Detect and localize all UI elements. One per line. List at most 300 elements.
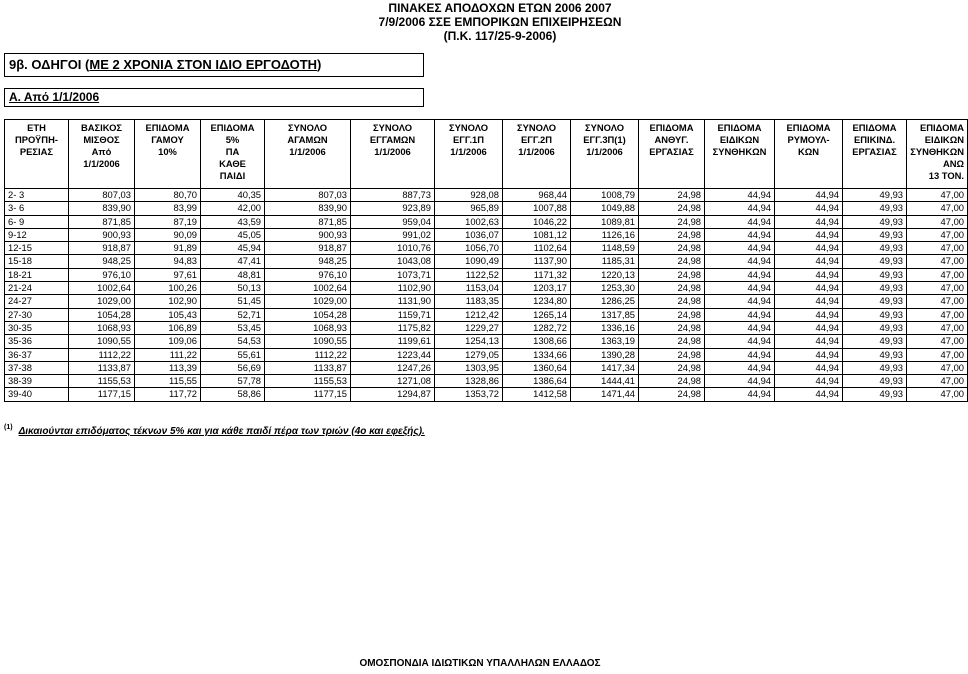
value-cell: 24,98	[639, 348, 705, 361]
column-header	[571, 120, 639, 189]
value-cell: 49,93	[843, 282, 907, 295]
column-header	[135, 120, 201, 189]
value-cell: 115,55	[135, 375, 201, 388]
value-cell: 1002,64	[265, 282, 351, 295]
value-cell: 1102,64	[503, 242, 571, 255]
table-row	[5, 295, 968, 308]
value-cell: 49,93	[843, 268, 907, 281]
column-header-line: ΚΑΘΕ	[219, 158, 246, 169]
value-cell: 44,94	[705, 348, 775, 361]
table-row	[5, 282, 968, 295]
value-cell: 47,00	[907, 321, 968, 334]
column-header-line: ΕΓΓ.2Π	[520, 134, 553, 145]
value-cell: 1223,44	[351, 348, 435, 361]
value-cell: 1010,76	[351, 242, 435, 255]
value-cell: 24,98	[639, 335, 705, 348]
value-cell: 1002,63	[435, 215, 503, 228]
table-row	[5, 308, 968, 321]
value-cell: 24,98	[639, 189, 705, 202]
value-cell: 1007,88	[503, 202, 571, 215]
value-cell: 47,00	[907, 189, 968, 202]
value-cell: 80,70	[135, 189, 201, 202]
value-cell: 1153,04	[435, 282, 503, 295]
value-cell: 24,98	[639, 361, 705, 374]
column-header-line: ΕΡΓΑΣΙΑΣ	[649, 146, 694, 157]
value-cell: 1159,71	[351, 308, 435, 321]
value-cell: 44,94	[775, 375, 843, 388]
column-header	[705, 120, 775, 189]
value-cell: 47,00	[907, 388, 968, 401]
value-cell: 1054,28	[265, 308, 351, 321]
value-cell: 44,94	[705, 388, 775, 401]
value-cell: 44,94	[775, 228, 843, 241]
value-cell: 1126,16	[571, 228, 639, 241]
value-cell: 44,94	[705, 321, 775, 334]
value-cell: 1353,72	[435, 388, 503, 401]
value-cell: 42,00	[201, 202, 265, 215]
value-cell: 44,94	[705, 335, 775, 348]
table-row	[5, 255, 968, 268]
column-header	[843, 120, 907, 189]
years-cell: 21-24	[5, 282, 69, 295]
table-header-row	[5, 120, 968, 189]
value-cell: 47,00	[907, 202, 968, 215]
value-cell: 113,39	[135, 361, 201, 374]
column-header-line: ΣΥΝΟΛΟ	[373, 122, 412, 133]
column-header-line: ΠΑΙΔΙ	[219, 170, 246, 181]
column-header	[265, 120, 351, 189]
value-cell: 1090,55	[265, 335, 351, 348]
value-cell: 1234,80	[503, 295, 571, 308]
value-cell: 44,94	[775, 295, 843, 308]
value-cell: 968,44	[503, 189, 571, 202]
value-cell: 44,94	[775, 321, 843, 334]
value-cell: 47,00	[907, 268, 968, 281]
value-cell: 47,00	[907, 255, 968, 268]
value-cell: 47,00	[907, 348, 968, 361]
value-cell: 1203,17	[503, 282, 571, 295]
column-header-line: ΑΓΑΜΩΝ	[287, 134, 328, 145]
value-cell: 1471,44	[571, 388, 639, 401]
section-prefix: 9β. ΟΔΗΓΟΙ (	[9, 57, 90, 72]
value-cell: 1133,87	[265, 361, 351, 374]
table-row	[5, 215, 968, 228]
column-header-line: Από	[91, 146, 112, 157]
value-cell: 87,19	[135, 215, 201, 228]
value-cell: 49,93	[843, 348, 907, 361]
table-row	[5, 228, 968, 241]
value-cell: 918,87	[69, 242, 135, 255]
section-title	[4, 53, 424, 77]
value-cell: 49,93	[843, 295, 907, 308]
value-cell: 49,93	[843, 335, 907, 348]
value-cell: 90,09	[135, 228, 201, 241]
column-header-line: ΑΝΘΥΓ.	[654, 134, 689, 145]
value-cell: 24,98	[639, 295, 705, 308]
value-cell: 49,93	[843, 189, 907, 202]
value-cell: 807,03	[265, 189, 351, 202]
value-cell: 49,93	[843, 361, 907, 374]
value-cell: 1265,14	[503, 308, 571, 321]
value-cell: 58,86	[201, 388, 265, 401]
value-cell: 1081,12	[503, 228, 571, 241]
table-row	[5, 361, 968, 374]
value-cell: 1317,85	[571, 308, 639, 321]
table-row	[5, 375, 968, 388]
value-cell: 44,94	[705, 375, 775, 388]
column-header-line: ΕΠΙΔΟΜΑ	[717, 122, 762, 133]
value-cell: 839,90	[69, 202, 135, 215]
table-row	[5, 348, 968, 361]
years-cell: 30-35	[5, 321, 69, 334]
value-cell: 1073,71	[351, 268, 435, 281]
value-cell: 102,90	[135, 295, 201, 308]
value-cell: 47,00	[907, 242, 968, 255]
column-header-line: ΜΙΣΘΟΣ	[83, 134, 120, 145]
column-header-line: ΣΥΝΟΛΟ	[288, 122, 327, 133]
column-header-line: 10%	[158, 146, 177, 157]
value-cell: 1253,30	[571, 282, 639, 295]
value-cell: 976,10	[265, 268, 351, 281]
column-header	[907, 120, 968, 189]
column-header-line: 1/1/2006	[289, 146, 326, 157]
value-cell: 900,93	[265, 228, 351, 241]
value-cell: 49,93	[843, 215, 907, 228]
years-cell: 38-39	[5, 375, 69, 388]
value-cell: 1043,08	[351, 255, 435, 268]
column-header-line: 1/1/2006	[450, 146, 487, 157]
value-cell: 1199,61	[351, 335, 435, 348]
section-suffix: )	[317, 57, 322, 72]
value-cell: 1175,82	[351, 321, 435, 334]
value-cell: 55,61	[201, 348, 265, 361]
table-row	[5, 189, 968, 202]
column-header	[639, 120, 705, 189]
value-cell: 44,94	[775, 268, 843, 281]
value-cell: 44,94	[705, 268, 775, 281]
column-header-line: ΣΥΝΘΗΚΩΝ	[910, 146, 964, 157]
value-cell: 1171,32	[503, 268, 571, 281]
value-cell: 48,81	[201, 268, 265, 281]
value-cell: 44,94	[775, 242, 843, 255]
value-cell: 40,35	[201, 189, 265, 202]
value-cell: 47,00	[907, 308, 968, 321]
years-cell: 36-37	[5, 348, 69, 361]
column-header-line: ΕΓΓ.1Π	[452, 134, 485, 145]
value-cell: 1177,15	[69, 388, 135, 401]
value-cell: 44,94	[775, 282, 843, 295]
value-cell: 1137,90	[503, 255, 571, 268]
value-cell: 1390,28	[571, 348, 639, 361]
value-cell: 1036,07	[435, 228, 503, 241]
value-cell: 105,43	[135, 308, 201, 321]
value-cell: 47,00	[907, 295, 968, 308]
value-cell: 45,94	[201, 242, 265, 255]
years-cell: 12-15	[5, 242, 69, 255]
value-cell: 1386,64	[503, 375, 571, 388]
column-header-line: ΕΙΔΙΚΩΝ	[719, 134, 760, 145]
value-cell: 1177,15	[265, 388, 351, 401]
value-cell: 1049,88	[571, 202, 639, 215]
value-cell: 887,73	[351, 189, 435, 202]
table-row	[5, 321, 968, 334]
value-cell: 1131,90	[351, 295, 435, 308]
section-underlined: ΜΕ 2 ΧΡΟΝΙΑ ΣΤΟΝ ΙΔΙΟ ΕΡΓΟΔΟΤΗ	[89, 57, 318, 72]
column-header-line: ΑΝΩ	[942, 158, 964, 169]
value-cell: 24,98	[639, 321, 705, 334]
value-cell: 24,98	[639, 255, 705, 268]
value-cell: 1294,87	[351, 388, 435, 401]
value-cell: 24,98	[639, 268, 705, 281]
value-cell: 1122,52	[435, 268, 503, 281]
value-cell: 1229,27	[435, 321, 503, 334]
column-header	[201, 120, 265, 189]
doc-title: ΠΙΝΑΚΕΣ ΑΠΟΔΟΧΩΝ ΕΤΩΝ 2006 2007	[388, 1, 612, 15]
value-cell: 1090,55	[69, 335, 135, 348]
value-cell: 47,00	[907, 375, 968, 388]
column-header-line: ΕΠΙΔΟΜΑ	[649, 122, 694, 133]
value-cell: 976,10	[69, 268, 135, 281]
column-header-line: 1/1/2006	[518, 146, 555, 157]
years-cell: 15-18	[5, 255, 69, 268]
column-header-line: ΕΡΓΑΣΙΑΣ	[852, 146, 897, 157]
value-cell: 49,93	[843, 375, 907, 388]
table-row	[5, 335, 968, 348]
value-cell: 1363,19	[571, 335, 639, 348]
value-cell: 965,89	[435, 202, 503, 215]
value-cell: 1336,16	[571, 321, 639, 334]
years-cell: 6- 9	[5, 215, 69, 228]
column-header-line: 1/1/2006	[586, 146, 623, 157]
column-header-line: ΕΓΓΑΜΩΝ	[369, 134, 416, 145]
years-cell: 37-38	[5, 361, 69, 374]
value-cell: 44,94	[775, 255, 843, 268]
value-cell: 1133,87	[69, 361, 135, 374]
value-cell: 44,94	[705, 228, 775, 241]
value-cell: 24,98	[639, 375, 705, 388]
value-cell: 1002,64	[69, 282, 135, 295]
doc-reference: (Π.Κ. 117/25-9-2006)	[443, 29, 557, 43]
column-header-line: ΕΠΙΔΟΜΑ	[145, 122, 190, 133]
value-cell: 1334,66	[503, 348, 571, 361]
column-header-line: ΣΥΝΟΛΟ	[449, 122, 488, 133]
value-cell: 1112,22	[69, 348, 135, 361]
value-cell: 1056,70	[435, 242, 503, 255]
value-cell: 97,61	[135, 268, 201, 281]
value-cell: 44,94	[775, 348, 843, 361]
value-cell: 44,94	[705, 282, 775, 295]
value-cell: 44,94	[775, 361, 843, 374]
value-cell: 1054,28	[69, 308, 135, 321]
value-cell: 44,94	[775, 189, 843, 202]
column-header-line: ΠΡΟΫΠΗ-	[15, 134, 58, 145]
value-cell: 948,25	[265, 255, 351, 268]
value-cell: 47,00	[907, 228, 968, 241]
value-cell: 49,93	[843, 255, 907, 268]
column-header-line: ΚΩΝ	[797, 146, 820, 157]
value-cell: 1185,31	[571, 255, 639, 268]
value-cell: 24,98	[639, 228, 705, 241]
column-header-line: ΕΙΔΙΚΩΝ	[924, 134, 964, 145]
value-cell: 1271,08	[351, 375, 435, 388]
value-cell: 44,94	[705, 202, 775, 215]
column-header-line: 13 ΤΟΝ.	[928, 170, 964, 181]
column-header-line: ΕΓΓ.3Π(1)	[583, 134, 626, 145]
column-header-line: ΕΠΙΔΟΜΑ	[920, 122, 964, 133]
value-cell: 100,26	[135, 282, 201, 295]
value-cell: 1279,05	[435, 348, 503, 361]
value-cell: 49,93	[843, 228, 907, 241]
value-cell: 106,89	[135, 321, 201, 334]
column-header-line: ΕΤΗ	[27, 122, 46, 133]
value-cell: 44,94	[775, 388, 843, 401]
column-header	[435, 120, 503, 189]
value-cell: 44,94	[705, 361, 775, 374]
value-cell: 918,87	[265, 242, 351, 255]
value-cell: 47,00	[907, 282, 968, 295]
years-cell: 3- 6	[5, 202, 69, 215]
value-cell: 1303,95	[435, 361, 503, 374]
years-cell: 35-36	[5, 335, 69, 348]
value-cell: 839,90	[265, 202, 351, 215]
value-cell: 109,06	[135, 335, 201, 348]
value-cell: 50,13	[201, 282, 265, 295]
value-cell: 1286,25	[571, 295, 639, 308]
value-cell: 44,94	[705, 215, 775, 228]
value-cell: 91,89	[135, 242, 201, 255]
column-header-line: 5%	[225, 134, 240, 145]
column-header-line: ΒΑΣΙΚΟΣ	[80, 122, 123, 133]
value-cell: 44,94	[705, 255, 775, 268]
column-header	[69, 120, 135, 189]
column-header-line: ΣΥΝΘΗΚΩΝ	[712, 146, 767, 157]
value-cell: 53,45	[201, 321, 265, 334]
column-header-line: ΡΥΜΟΥΛ-	[787, 134, 830, 145]
value-cell: 47,00	[907, 215, 968, 228]
value-cell: 94,83	[135, 255, 201, 268]
value-cell: 1008,79	[571, 189, 639, 202]
table-row	[5, 242, 968, 255]
value-cell: 49,93	[843, 388, 907, 401]
years-cell: 24-27	[5, 295, 69, 308]
value-cell: 47,00	[907, 361, 968, 374]
value-cell: 44,94	[775, 215, 843, 228]
value-cell: 1155,53	[265, 375, 351, 388]
value-cell: 1282,72	[503, 321, 571, 334]
value-cell: 1090,49	[435, 255, 503, 268]
value-cell: 49,93	[843, 242, 907, 255]
value-cell: 1029,00	[265, 295, 351, 308]
value-cell: 1444,41	[571, 375, 639, 388]
value-cell: 1183,35	[435, 295, 503, 308]
value-cell: 24,98	[639, 388, 705, 401]
value-cell: 43,59	[201, 215, 265, 228]
value-cell: 1328,86	[435, 375, 503, 388]
column-header-line: ΕΠΙΔΟΜΑ	[852, 122, 897, 133]
value-cell: 871,85	[265, 215, 351, 228]
value-cell: 1417,34	[571, 361, 639, 374]
table-row	[5, 202, 968, 215]
value-cell: 24,98	[639, 215, 705, 228]
column-header-line: ΕΠΙΔΟΜΑ	[786, 122, 831, 133]
value-cell: 1212,42	[435, 308, 503, 321]
table-row	[5, 388, 968, 401]
value-cell: 871,85	[69, 215, 135, 228]
value-cell: 1247,26	[351, 361, 435, 374]
years-cell: 39-40	[5, 388, 69, 401]
value-cell: 49,93	[843, 202, 907, 215]
value-cell: 991,02	[351, 228, 435, 241]
value-cell: 49,93	[843, 308, 907, 321]
table-row	[5, 268, 968, 281]
value-cell: 111,22	[135, 348, 201, 361]
value-cell: 959,04	[351, 215, 435, 228]
value-cell: 44,94	[705, 295, 775, 308]
value-cell: 1046,22	[503, 215, 571, 228]
value-cell: 1089,81	[571, 215, 639, 228]
value-cell: 807,03	[69, 189, 135, 202]
value-cell: 24,98	[639, 242, 705, 255]
value-cell: 948,25	[69, 255, 135, 268]
value-cell: 44,94	[775, 308, 843, 321]
table-body	[5, 189, 968, 402]
value-cell: 1254,13	[435, 335, 503, 348]
salary-table	[4, 119, 968, 402]
value-cell: 56,69	[201, 361, 265, 374]
column-header-line: ΣΥΝΟΛΟ	[517, 122, 556, 133]
value-cell: 923,89	[351, 202, 435, 215]
value-cell: 1148,59	[571, 242, 639, 255]
subsection-title: Α. Από 1/1/2006	[4, 88, 424, 107]
years-cell: 9-12	[5, 228, 69, 241]
value-cell: 928,08	[435, 189, 503, 202]
column-header-line: ΣΥΝΟΛΟ	[585, 122, 624, 133]
column-header-line: ΓΑΜΟΥ	[151, 134, 184, 145]
years-cell: 18-21	[5, 268, 69, 281]
footnote	[4, 426, 425, 437]
value-cell: 1220,13	[571, 268, 639, 281]
value-cell: 24,98	[639, 308, 705, 321]
value-cell: 47,00	[907, 335, 968, 348]
doc-subtitle: 7/9/2006 ΣΣΕ ΕΜΠΟΡΙΚΩΝ ΕΠΙΧΕΙΡΗΣΕΩΝ	[378, 15, 622, 29]
footer-organization: ΟΜΟΣΠΟΝΔΙΑ ΙΔΙΩΤΙΚΩΝ ΥΠΑΛΛΗΛΩΝ ΕΛΛΑΔΟΣ	[359, 658, 601, 669]
value-cell: 44,94	[705, 308, 775, 321]
value-cell: 44,94	[775, 202, 843, 215]
footnote-marker: (1)	[4, 424, 13, 431]
value-cell: 51,45	[201, 295, 265, 308]
value-cell: 1112,22	[265, 348, 351, 361]
value-cell: 45,05	[201, 228, 265, 241]
column-header-line: ΕΠΙΔΟΜΑ	[210, 122, 255, 133]
value-cell: 1412,58	[503, 388, 571, 401]
column-header-line: 1/1/2006	[374, 146, 411, 157]
column-header	[775, 120, 843, 189]
column-header-line: ΕΠΙΚΙΝΔ.	[853, 134, 896, 145]
value-cell: 44,94	[705, 189, 775, 202]
footnote-text: Δικαιούνται επιδόματος τέκνων 5% και για κάθε παιδί πέρα των τριών (4ο και εφεξής).	[18, 426, 425, 437]
value-cell: 44,94	[705, 242, 775, 255]
value-cell: 24,98	[639, 202, 705, 215]
value-cell: 57,78	[201, 375, 265, 388]
value-cell: 1068,93	[69, 321, 135, 334]
value-cell: 49,93	[843, 321, 907, 334]
column-header-line: ΠΑ	[225, 146, 240, 157]
value-cell: 1308,66	[503, 335, 571, 348]
years-cell: 2- 3	[5, 189, 69, 202]
column-header-line: ΡΕΣΙΑΣ	[19, 146, 54, 157]
value-cell: 24,98	[639, 282, 705, 295]
value-cell: 117,72	[135, 388, 201, 401]
